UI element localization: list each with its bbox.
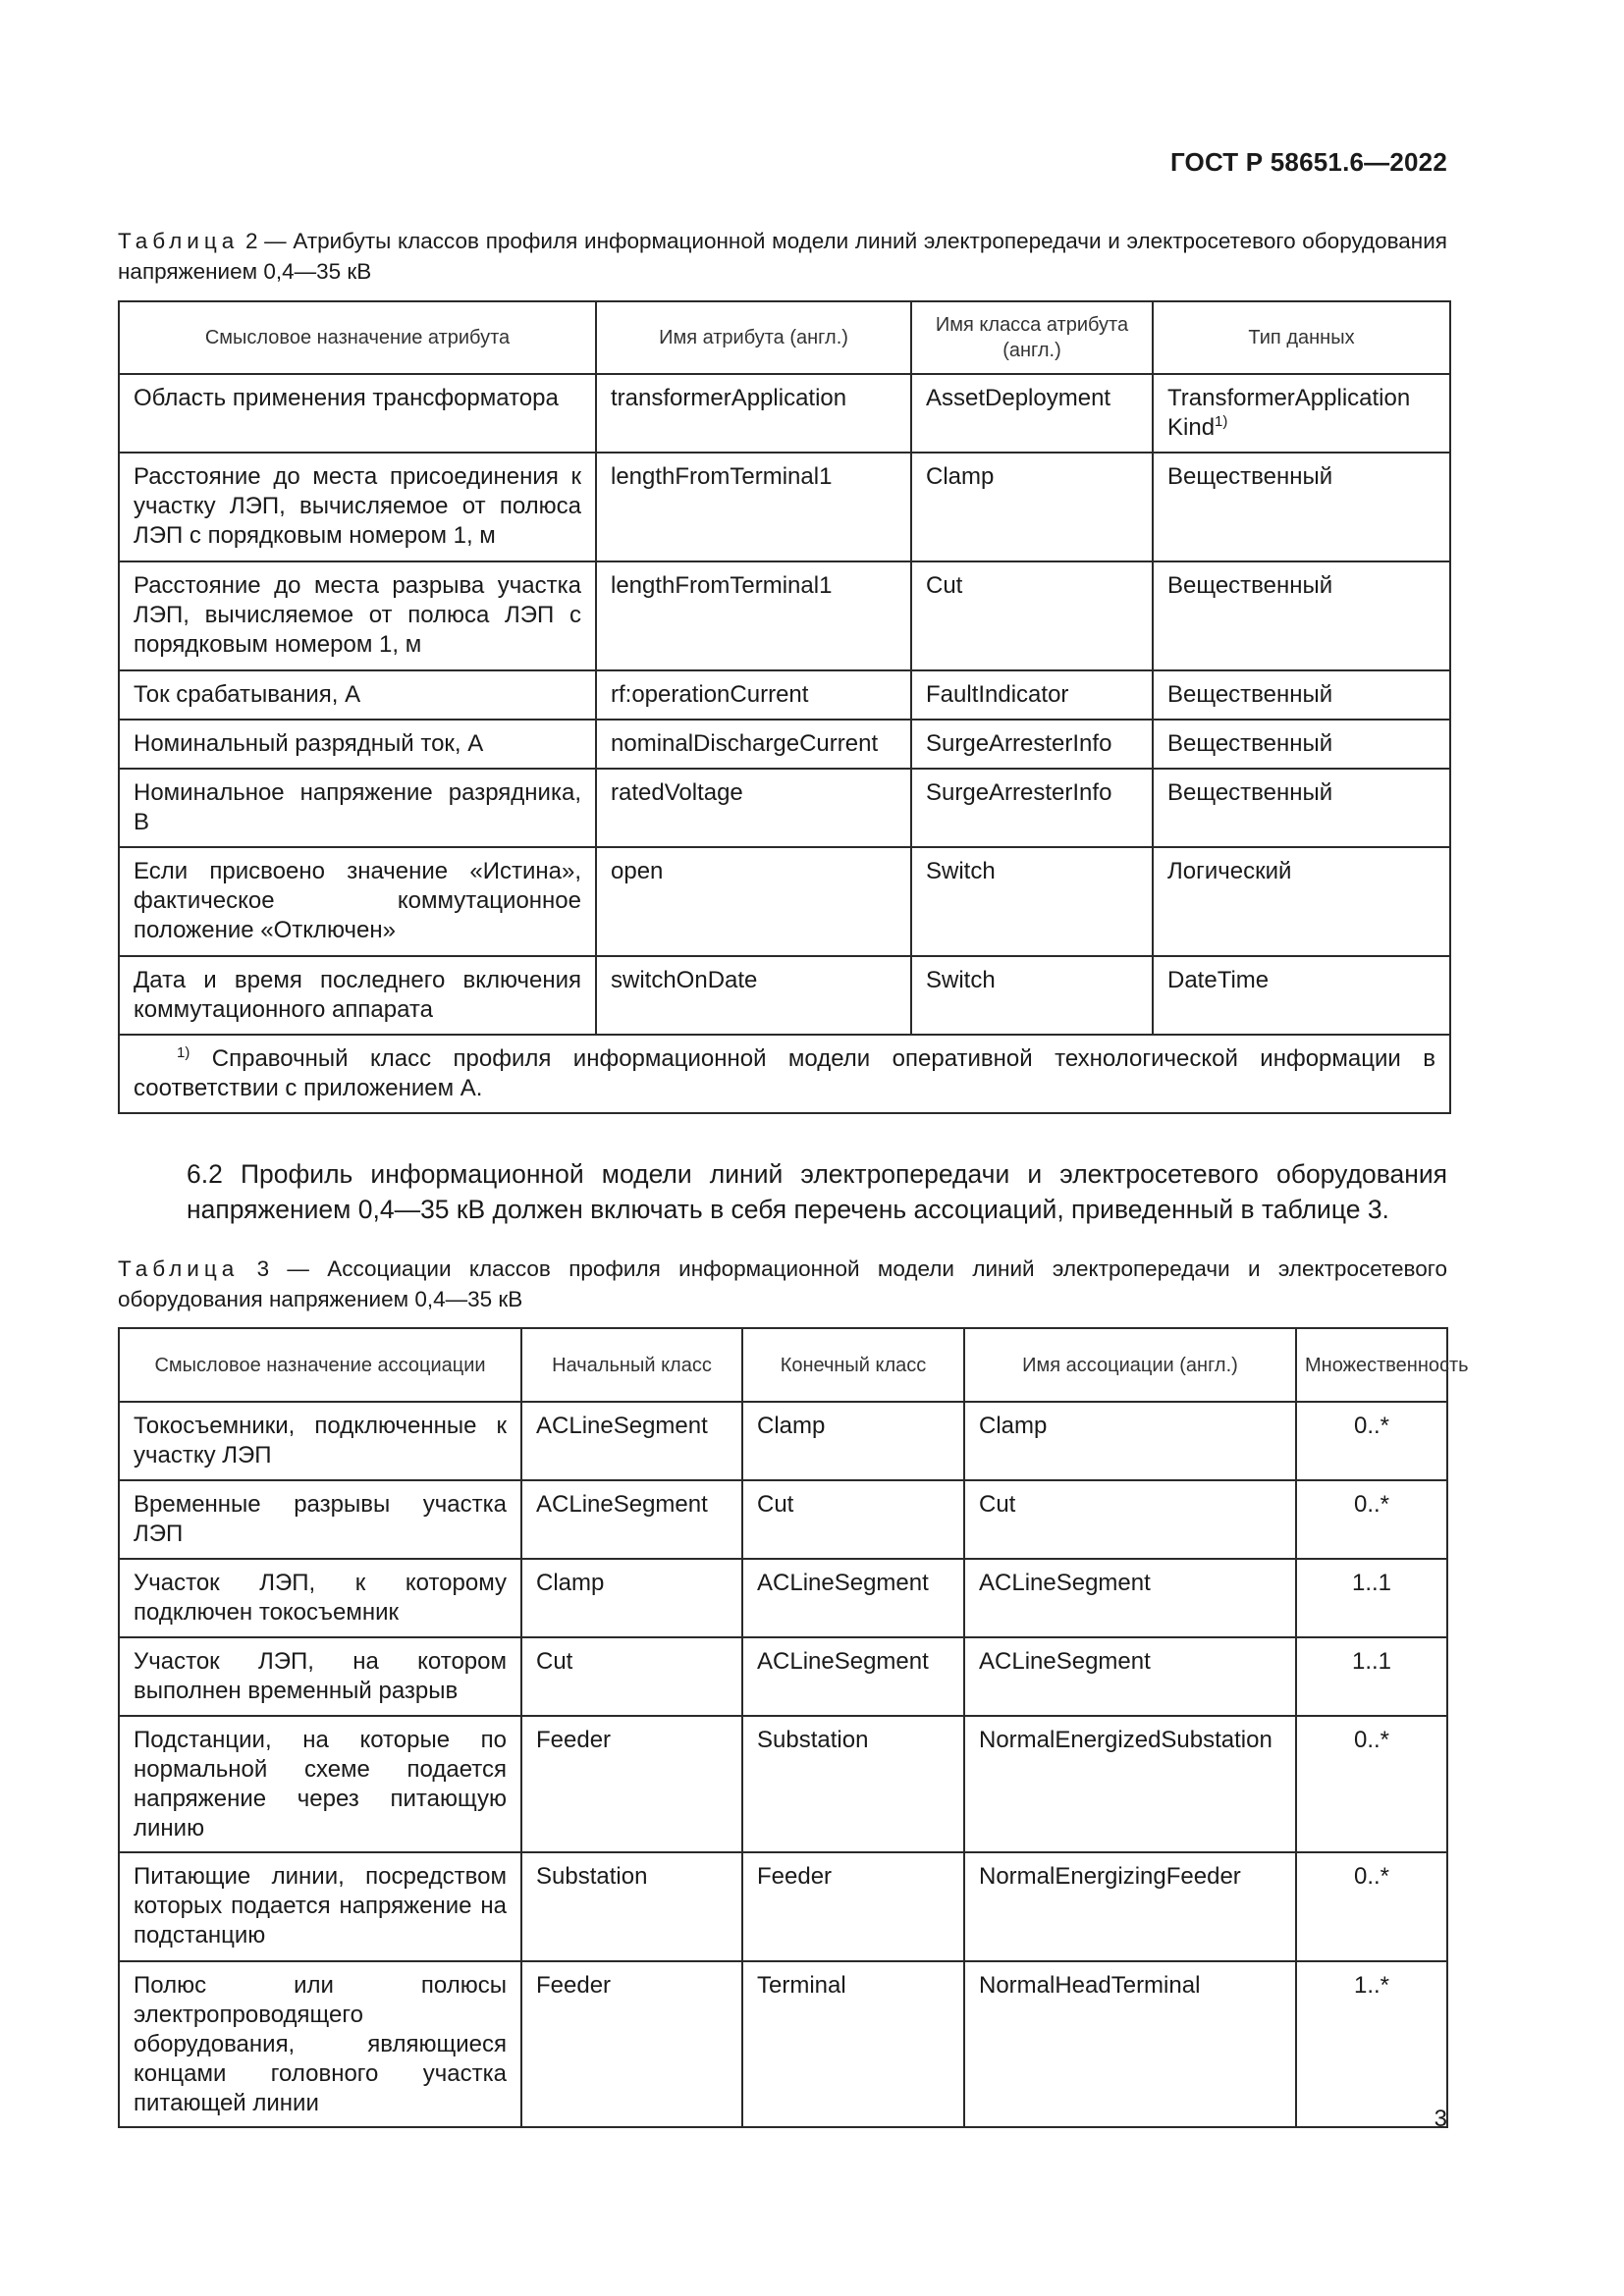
table2-footnote: [119, 1035, 1450, 1113]
table-cell: Расстояние до места разрыва участка ЛЭП, вычисляемое от полюса ЛЭП с порядковым номером 1, м: [119, 561, 596, 670]
table-cell: Логический: [1153, 847, 1450, 956]
table-cell: Токосъемники, подключенные к участку ЛЭП: [119, 1402, 521, 1480]
table-cell: Feeder: [521, 1716, 742, 1852]
table-row: [119, 720, 1450, 769]
table-cell: Cut: [964, 1480, 1296, 1559]
table-cell: switchOnDate: [596, 956, 911, 1035]
table-cell: Подстанции, на которые по нормальной схеме подается напряжение через питающую линию: [119, 1716, 521, 1852]
table-cell: Область применения трансформатора: [119, 374, 596, 453]
table-cell: SurgeArresterInfo: [911, 720, 1153, 769]
table-cell: Ток срабатывания, А: [119, 670, 596, 720]
table-cell: Номинальный разрядный ток, А: [119, 720, 596, 769]
table-cell: NormalEnergizedSubstation: [964, 1716, 1296, 1852]
table-cell: Если присвоено значение «Истина», фактическое коммутационное положение «Отключен»: [119, 847, 596, 956]
table-cell: 0..*: [1296, 1852, 1447, 1961]
table-cell: Вещественный: [1153, 670, 1450, 720]
table-row: [119, 1852, 1447, 1961]
table-cell: Cut: [521, 1637, 742, 1716]
table-cell: Полюс или полюсы электропроводящего оборудования, являющиеся концами головного участка питающей линии: [119, 1961, 521, 2127]
table-cell: ratedVoltage: [596, 769, 911, 847]
table3-header-end-class: Конечный класс: [742, 1328, 964, 1402]
page-number: 3: [1434, 2106, 1447, 2132]
table-row: [119, 670, 1450, 720]
paragraph-6-2: [118, 1156, 1447, 1227]
table-cell: DateTime: [1153, 956, 1450, 1035]
table-cell: Clamp: [911, 453, 1153, 561]
table-cell: ACLineSegment: [964, 1637, 1296, 1716]
table-cell: Feeder: [521, 1961, 742, 2127]
table3-header-multiplicity: Множественность: [1296, 1328, 1447, 1402]
table-cell: Clamp: [521, 1559, 742, 1637]
table-cell: Участок ЛЭП, к которому подключен токосъемник: [119, 1559, 521, 1637]
footnote-text: Справочный класс профиля информационной модели оперативной технологической информации в соответствии с приложением А.: [134, 1045, 1435, 1101]
table-row: [119, 374, 1450, 453]
table2-header-class-name: Имя класса атрибута (англ.): [911, 301, 1153, 374]
table-cell: Вещественный: [1153, 561, 1450, 670]
table-cell: NormalEnergizingFeeder: [964, 1852, 1296, 1961]
table-row: [119, 956, 1450, 1035]
table-cell: Расстояние до места присоединения к участку ЛЭП, вычисляемое от полюса ЛЭП с порядковым номером 1, м: [119, 453, 596, 561]
table2-caption: [118, 226, 1447, 287]
paragraph-text: 6.2 Профиль информационной модели линий электропередачи и электросетевого оборудования напряжением 0,4—35 кВ должен включать в себя перечень ассоциаций, приведенный в таблице 3.: [187, 1159, 1447, 1224]
table-cell: transformerApplication: [596, 374, 911, 453]
table-cell: ACLineSegment: [521, 1480, 742, 1559]
table-cell: ACLineSegment: [521, 1402, 742, 1480]
table-cell: 0..*: [1296, 1402, 1447, 1480]
table3-caption: [118, 1254, 1447, 1314]
table-cell: open: [596, 847, 911, 956]
table-cell: [1153, 374, 1450, 453]
table-cell: Питающие линии, посредством которых подается напряжение на подстанцию: [119, 1852, 521, 1961]
table-cell: 1..1: [1296, 1637, 1447, 1716]
table-row: [119, 1402, 1447, 1480]
table-cell: lengthFromTerminal1: [596, 561, 911, 670]
table3-header-assoc-name: Имя ассоциации (англ.): [964, 1328, 1296, 1402]
table-cell: AssetDeployment: [911, 374, 1153, 453]
table-cell: Вещественный: [1153, 769, 1450, 847]
footnote-mark: 1): [177, 1044, 190, 1061]
table3-header-purpose: Смысловое назначение ассоциации: [119, 1328, 521, 1402]
table2-header-attr-name: Имя атрибута (англ.): [596, 301, 911, 374]
table3: [118, 1327, 1469, 2128]
table-row: [119, 1480, 1447, 1559]
table-cell: 0..*: [1296, 1716, 1447, 1852]
table-row: [119, 1637, 1447, 1716]
table-row: [119, 1716, 1447, 1852]
table-cell: Cut: [911, 561, 1153, 670]
footnote-ref: 1): [1215, 413, 1228, 430]
table-row: [119, 561, 1450, 670]
table-cell: 1..1: [1296, 1559, 1447, 1637]
table2-caption-label: Таблица: [118, 229, 240, 253]
table-cell: Вещественный: [1153, 720, 1450, 769]
table-cell: NormalHeadTerminal: [964, 1961, 1296, 2127]
table-cell: nominalDischargeCurrent: [596, 720, 911, 769]
table3-header-start-class: Начальный класс: [521, 1328, 742, 1402]
table2: [118, 300, 1451, 1114]
table-cell: ACLineSegment: [964, 1559, 1296, 1637]
table3-caption-label: Таблица: [118, 1256, 240, 1281]
table-cell: Clamp: [742, 1402, 964, 1480]
table-cell: SurgeArresterInfo: [911, 769, 1153, 847]
table-row: [119, 1559, 1447, 1637]
table-cell: rf:operationCurrent: [596, 670, 911, 720]
table-cell: lengthFromTerminal1: [596, 453, 911, 561]
table-cell: Feeder: [742, 1852, 964, 1961]
table-cell: Вещественный: [1153, 453, 1450, 561]
table-cell: Cut: [742, 1480, 964, 1559]
table-cell: ACLineSegment: [742, 1559, 964, 1637]
table-cell: Временные разрывы участка ЛЭП: [119, 1480, 521, 1559]
table-cell: ACLineSegment: [742, 1637, 964, 1716]
table-cell: Clamp: [964, 1402, 1296, 1480]
table2-header-data-type: Тип данных: [1153, 301, 1450, 374]
table-cell: 0..*: [1296, 1480, 1447, 1559]
table-row: [119, 769, 1450, 847]
table-row: [119, 1961, 1447, 2127]
table-cell: Дата и время последнего включения коммутационного аппарата: [119, 956, 596, 1035]
table-cell: Substation: [521, 1852, 742, 1961]
table2-header-purpose: Смысловое назначение атрибута: [119, 301, 596, 374]
table-cell: FaultIndicator: [911, 670, 1153, 720]
table-cell: 1..*: [1296, 1961, 1447, 2127]
table-row: [119, 453, 1450, 561]
table-cell: Номинальное напряжение разрядника, В: [119, 769, 596, 847]
table3-caption-text: 3 — Ассоциации классов профиля информационной модели линий электропередачи и электросетевого оборудования напряжением 0,4—35 кВ: [118, 1256, 1447, 1311]
table-row: [119, 847, 1450, 956]
table-cell: Switch: [911, 956, 1153, 1035]
data-type-text: TransformerApplication Kind: [1167, 385, 1411, 441]
table-cell: Switch: [911, 847, 1153, 956]
table-cell: Участок ЛЭП, на котором выполнен временный разрыв: [119, 1637, 521, 1716]
table2-caption-text: 2 — Атрибуты классов профиля информационной модели линий электропередачи и электросетевого оборудования напряжением 0,4—35 кВ: [118, 229, 1447, 284]
table-cell: Substation: [742, 1716, 964, 1852]
document-id: ГОСТ Р 58651.6—2022: [1169, 147, 1447, 177]
table-footnote-row: [119, 1035, 1450, 1113]
table-cell: Terminal: [742, 1961, 964, 2127]
